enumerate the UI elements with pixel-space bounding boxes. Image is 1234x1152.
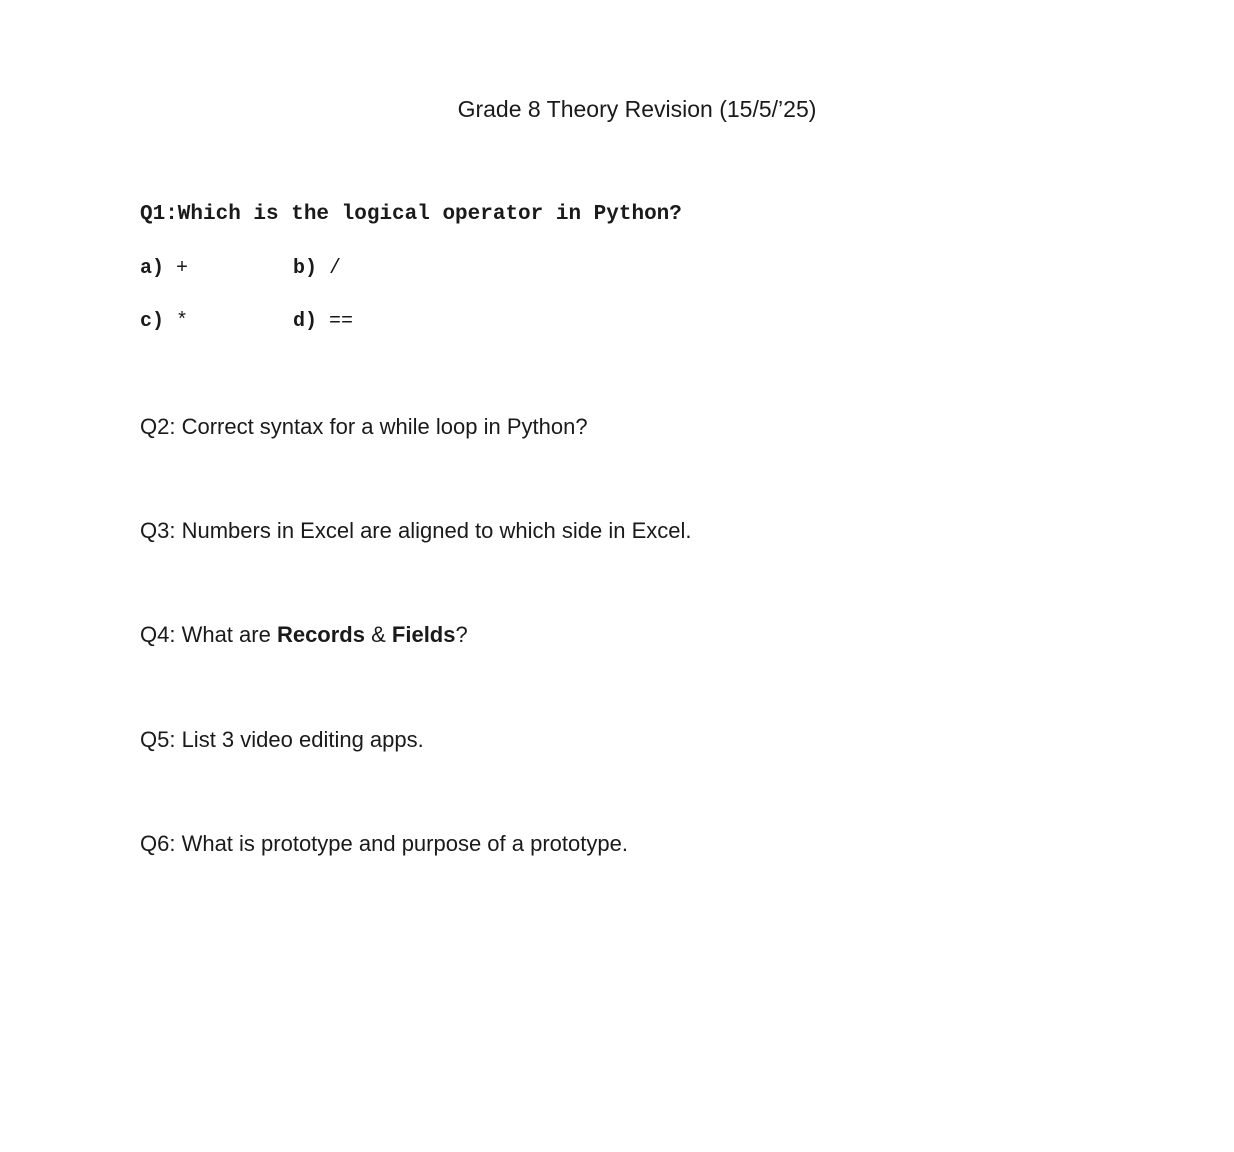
option-label: a) <box>140 257 165 280</box>
option-symbol: * <box>176 310 189 333</box>
q1-option-b <box>293 256 341 282</box>
term-fields: Fields <box>391 622 456 647</box>
question-4 <box>140 621 468 649</box>
question-2: Q2: Correct syntax for a while loop in Python? <box>140 414 588 439</box>
question-3: Q3: Numbers in Excel are aligned to which side in Excel. <box>140 518 692 543</box>
term-records: Records <box>276 622 365 647</box>
question-1: Q1:Which is the logical operator in Python? <box>140 203 682 226</box>
question-6: Q6: What is prototype and purpose of a prototype. <box>140 831 628 856</box>
question-5: Q5: List 3 video editing apps. <box>140 727 424 752</box>
option-label: d) <box>293 310 318 333</box>
q1-option-d <box>293 309 353 335</box>
document-title: Grade 8 Theory Revision (15/5/’25) <box>457 96 817 122</box>
option-symbol: == <box>329 310 354 333</box>
option-symbol: / <box>329 257 342 280</box>
q1-option-a <box>140 256 188 282</box>
option-label: c) <box>140 310 165 333</box>
question-4-suffix: ? <box>455 622 468 647</box>
question-4-joiner: & <box>365 622 392 647</box>
q1-option-c <box>140 309 188 335</box>
option-symbol: + <box>176 257 189 280</box>
question-4-prefix: Q4: What are <box>140 622 277 647</box>
option-label: b) <box>293 257 318 280</box>
